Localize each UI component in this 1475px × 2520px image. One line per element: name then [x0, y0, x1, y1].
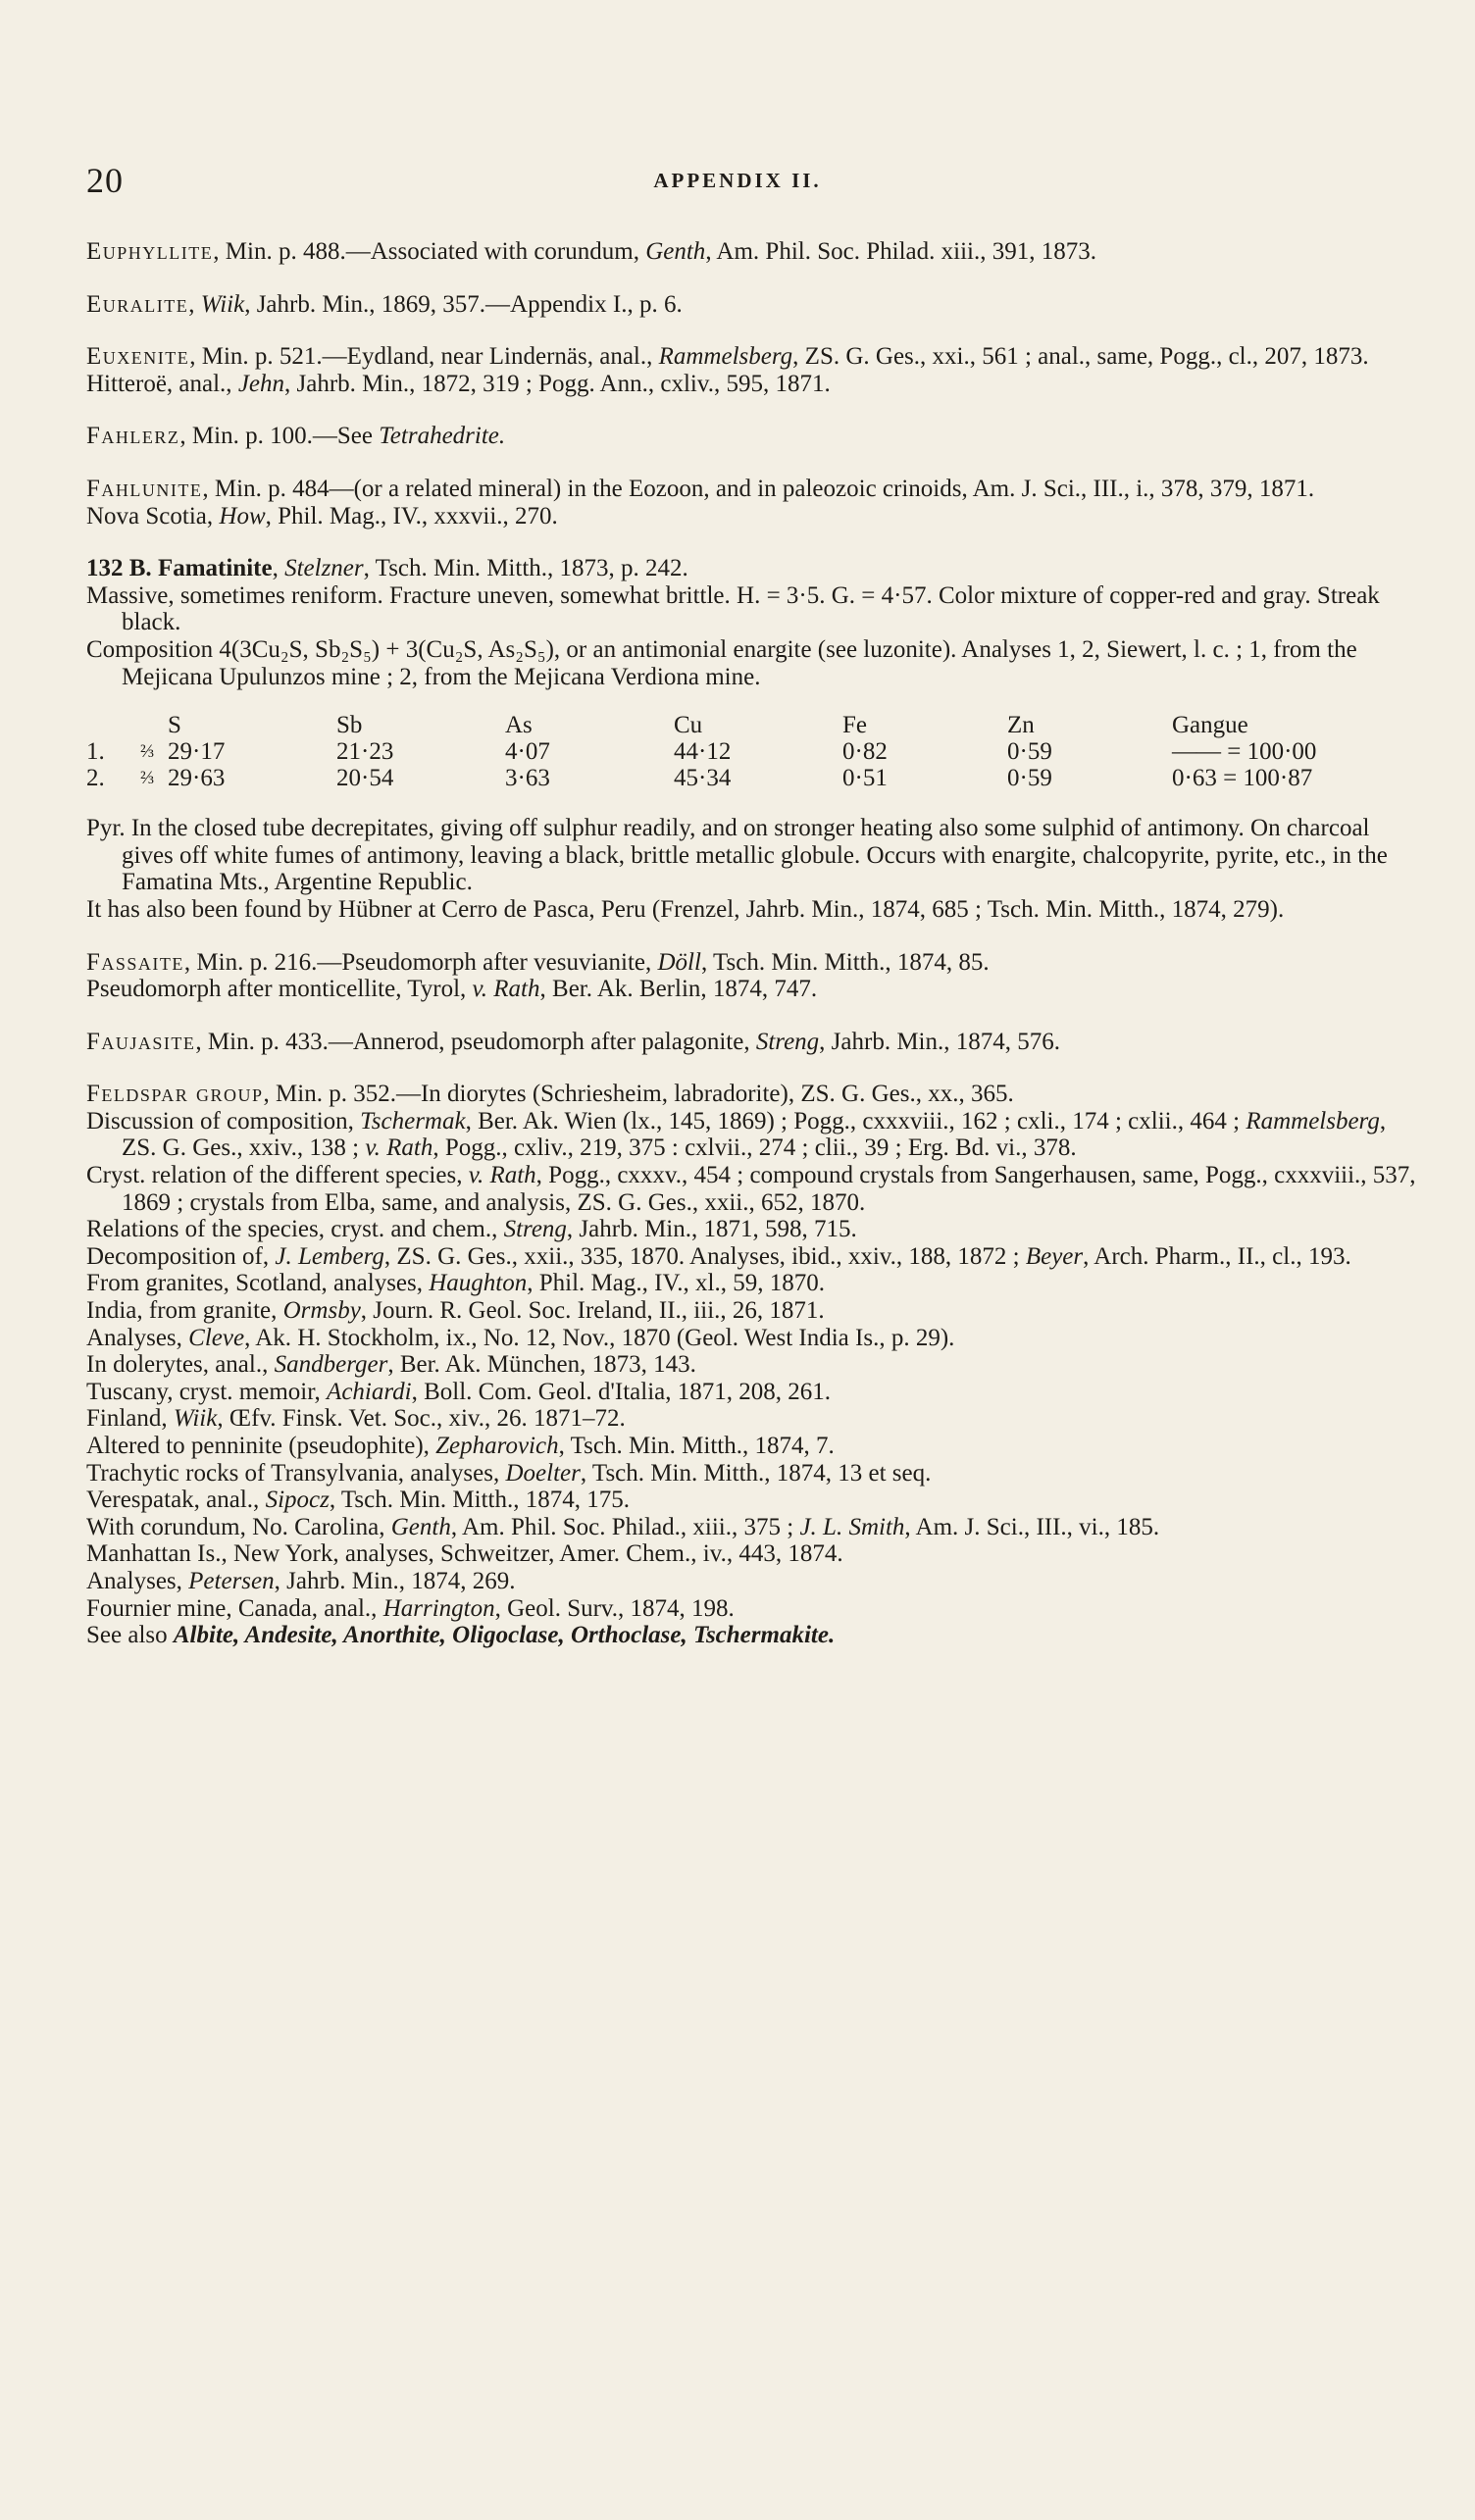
entry-subline: Analyses, Petersen, Jahrb. Min., 1874, 269.: [86, 1567, 516, 1594]
entry-euralite: [86, 291, 1426, 319]
mineral-name: Euphyllite: [86, 238, 214, 265]
description-pyrognostics: Pyr. In the closed tube decrepitates, giving off sulphur readily, and on stronger heating also some sulphid of antimony. On charcoal gives off white fumes of antimony, leaving a black, brittle metallic globule. Occurs with enargite, chalcopyrite, pyrite, etc., in the Famatina Mts., Argentine Republic.: [86, 815, 1388, 896]
author: Döll: [657, 948, 701, 976]
author: Wiik: [173, 1405, 218, 1433]
author: Stelzner: [284, 555, 364, 582]
running-title: APPENDIX II.: [653, 169, 822, 192]
author: Ormsby: [282, 1297, 361, 1325]
description-composition: Composition 4(3Cu₂S, Sb₂S₅) + 3(Cu₂S, As₂S₅), or an antimonial enargite (see luzonite). Analyses 1, 2, Siewert, l. c. ; 1, from the Mejicana Upulunzos mine ; 2, from the Mejicana Verdiona mine.: [86, 635, 1357, 690]
table-cell: 3·63: [505, 765, 550, 792]
description-physical: Massive, sometimes reniform. Fracture uneven, somewhat brittle. H. = 3·5. G. = 4·57. Color mixture of copper-red and gray. Streak black.: [86, 581, 1380, 636]
author: v. Rath: [365, 1134, 433, 1162]
author: Genth: [645, 238, 706, 265]
entry-fahlunite: [86, 476, 1426, 529]
table-cell: 29·17: [168, 738, 226, 766]
mineral-name: Feldspar group: [86, 1081, 264, 1108]
entry-feldspar-group: [86, 1081, 1426, 1648]
row-fraction: ⅔: [140, 768, 155, 789]
entry-fahlerz: [86, 423, 1426, 450]
entry-fassaite: [86, 949, 1426, 1003]
mineral-name: Fahlunite: [86, 475, 203, 502]
table-cell-gangue-total: 0·63 = 100·87: [1172, 765, 1313, 792]
entry-subline: Verespatak, anal., Sipocz, Tsch. Min. Mitth., 1874, 175.: [86, 1487, 630, 1514]
table-cell: 44·12: [674, 738, 732, 766]
table-cell: 0·59: [1007, 738, 1052, 766]
author: v. Rath: [472, 976, 540, 1003]
table-cell: 0·51: [842, 765, 888, 792]
author: Sandberger: [274, 1351, 388, 1379]
entry-subline: Trachytic rocks of Transylvania, analyses, Doelter, Tsch. Min. Mitth., 1874, 13 et seq.: [86, 1459, 932, 1487]
entry-subline: Pseudomorph after monticellite, Tyrol, v. Rath, Ber. Ak. Berlin, 1874, 747.: [86, 976, 818, 1003]
author: J. Lemberg: [275, 1242, 384, 1270]
entry-line: Euphyllite, Min. p. 488.—Associated with corundum, Genth, Am. Phil. Soc. Philad. xiii., 391, 1873.: [86, 238, 1096, 265]
entry-subline: From granites, Scotland, analyses, Haughton, Phil. Mag., IV., xl., 59, 1870.: [86, 1270, 825, 1297]
entry-subline: In dolerytes, anal., Sandberger, Ber. Ak. München, 1873, 143.: [86, 1351, 696, 1379]
analysis-row: [86, 765, 1316, 791]
cross-references: Albite, Andesite, Anorthite, Oligoclase, Orthoclase, Tschermakite.: [173, 1622, 836, 1649]
author: Zepharovich: [435, 1433, 559, 1459]
row-label: 1.: [86, 738, 105, 766]
page-body: [86, 238, 1426, 1675]
table-cell: 0·59: [1007, 765, 1052, 792]
entry-subline: Cryst. relation of the different species, v. Rath, Pogg., cxxxv., 454 ; compound crystals from Sangerhausen, same, Pogg., cxxxviii., 537, 1869 ; crystals from Elba, same, and analysis, ZS. G. Ges., xxii., 652, 1870.: [86, 1162, 1416, 1216]
entry-line: Fahlunite, Min. p. 484—(or a related mineral) in the Eozoon, and in paleozoic crinoids, Am. J. Sci., III., i., 378, 379, 1871.: [86, 475, 1315, 502]
author: Harrington: [382, 1594, 495, 1622]
table-cell: 20·54: [336, 765, 394, 792]
mineral-name: Famatinite: [157, 555, 273, 582]
column-header: Gangue: [1172, 712, 1248, 739]
author: Sipocz: [265, 1487, 330, 1514]
mineral-name: Faujasite: [86, 1028, 196, 1055]
entry-subline: Fournier mine, Canada, anal., Harrington, Geol. Surv., 1874, 198.: [86, 1594, 735, 1622]
analyses-table: [86, 712, 1316, 791]
entry-subline: See also Albite, Andesite, Anorthite, Oligoclase, Orthoclase, Tschermakite.: [86, 1622, 836, 1649]
entry-subline: Finland, Wiik, Œfv. Finsk. Vet. Soc., xiv., 26. 1871–72.: [86, 1405, 626, 1433]
author: Streng: [755, 1028, 820, 1055]
author: Petersen: [188, 1567, 275, 1594]
species-number: 132 B.: [86, 555, 152, 582]
author: Streng: [503, 1216, 567, 1243]
table-cell: 45·34: [674, 765, 732, 792]
mineral-name: Euxenite: [86, 343, 190, 371]
entry-line: Fahlerz, Min. p. 100.—See Tetrahedrite.: [86, 423, 506, 450]
column-header: Zn: [1007, 712, 1035, 739]
entry-subline: Discussion of composition, Tschermak, Ber. Ak. Wien (lx., 145, 1869) ; Pogg., cxxxviii., 162 ; cxli., 174 ; cxlii., 464 ; Rammelsberg, ZS. G. Ges., xxiv., 138 ; v. Rath, Pogg., cxliv., 219, 375 : cxlvii., 274 ; clii., 39 ; Erg. Bd. vi., 378.: [86, 1107, 1387, 1162]
author: How: [219, 502, 266, 529]
entry-famatinite: [86, 555, 1426, 923]
mineral-name: Fassaite: [86, 948, 184, 976]
entry-subline: Hitteroë, anal., Jehn, Jahrb. Min., 1872, 319 ; Pogg. Ann., cxliv., 595, 1871.: [86, 370, 831, 397]
author: Doelter: [505, 1459, 581, 1487]
page-number: 20: [86, 161, 124, 200]
entry-line: Feldspar group, Min. p. 352.—In diorytes (Schriesheim, labradorite), ZS. G. Ges., xx., 365.: [86, 1081, 1014, 1108]
author: Jehn: [237, 370, 285, 397]
column-header: Cu: [674, 712, 703, 739]
entry-subline: Tuscany, cryst. memoir, Achiardi, Boll. Com. Geol. d'Italia, 1871, 208, 261.: [86, 1378, 832, 1405]
row-label: 2.: [86, 765, 105, 792]
analyses-header-row: [86, 712, 1316, 738]
mineral-name: Euralite: [86, 290, 189, 318]
entry-faujasite: [86, 1029, 1426, 1056]
description-occurrence: It has also been found by Hübner at Cerro de Pasca, Peru (Frenzel, Jahrb. Min., 1874, 685 ; Tsch. Min. Mitth., 1874, 279).: [86, 895, 1285, 923]
author: Cleve: [188, 1324, 245, 1351]
table-cell: 29·63: [168, 765, 226, 792]
entry-line: Euxenite, Min. p. 521.—Eydland, near Lindernäs, anal., Rammelsberg, ZS. G. Ges., xxi., 561 ; anal., same, Pogg., cl., 207, 1873.: [86, 343, 1369, 371]
author: Tschermak: [360, 1107, 466, 1134]
author: Genth: [390, 1513, 451, 1540]
entry-subline: Nova Scotia, How, Phil. Mag., IV., xxxvii., 270.: [86, 502, 558, 529]
author: J. L. Smith: [799, 1513, 905, 1540]
row-fraction: ⅔: [140, 741, 155, 763]
column-header: Sb: [336, 712, 363, 739]
entry-line: 132 B. Famatinite, Stelzner, Tsch. Min. Mitth., 1873, p. 242.: [86, 555, 688, 582]
page-header: [0, 160, 1475, 199]
entry-subline: Decomposition of, J. Lemberg, ZS. G. Ges., xxii., 335, 1870. Analyses, ibid., xxiv., 188, 1872 ; Beyer, Arch. Pharm., II., cl., 193.: [86, 1242, 1351, 1270]
entry-subline: With corundum, No. Carolina, Genth, Am. Phil. Soc. Philad., xiii., 375 ; J. L. Smith, Am. J. Sci., III., vi., 185.: [86, 1513, 1160, 1540]
entry-euxenite: [86, 343, 1426, 397]
author: Rammelsberg: [658, 343, 793, 371]
table-cell: 21·23: [336, 738, 394, 766]
entry-line: Euralite, Wiik, Jahrb. Min., 1869, 357.—Appendix I., p. 6.: [86, 290, 683, 318]
analysis-row: [86, 738, 1316, 765]
author: Wiik: [200, 290, 245, 318]
column-header: S: [168, 712, 181, 739]
author: Achiardi: [327, 1378, 412, 1405]
entry-subline: India, from granite, Ormsby, Journ. R. Geol. Soc. Ireland, II., iii., 26, 1871.: [86, 1297, 825, 1325]
entry-line: Faujasite, Min. p. 433.—Annerod, pseudomorph after palagonite, Streng, Jahrb. Min., 1874, 576.: [86, 1028, 1060, 1055]
entry-line: Fassaite, Min. p. 216.—Pseudomorph after vesuvianite, Döll, Tsch. Min. Mitth., 1874, 85.: [86, 948, 990, 976]
entry-subline: Manhattan Is., New York, analyses, Schweitzer, Amer. Chem., iv., 443, 1874.: [86, 1540, 843, 1568]
table-cell: 4·07: [505, 738, 550, 766]
cross-reference: Tetrahedrite.: [379, 423, 506, 450]
column-header: As: [505, 712, 533, 739]
column-header: Fe: [842, 712, 867, 739]
table-cell: 0·82: [842, 738, 888, 766]
entry-subline: Analyses, Cleve, Ak. H. Stockholm, ix., No. 12, Nov., 1870 (Geol. West India Is., p. 29).: [86, 1324, 955, 1351]
author: v. Rath: [468, 1162, 536, 1189]
author: Beyer: [1025, 1242, 1084, 1270]
entry-subline: Altered to penninite (pseudophite), Zepharovich, Tsch. Min. Mitth., 1874, 7.: [86, 1433, 835, 1459]
author: Rammelsberg: [1246, 1107, 1380, 1134]
entry-subline: Relations of the species, cryst. and chem., Streng, Jahrb. Min., 1871, 598, 715.: [86, 1216, 857, 1243]
author: Haughton: [429, 1270, 528, 1297]
table-cell-gangue-total: —— = 100·00: [1172, 738, 1317, 766]
entry-euphyllite: [86, 238, 1426, 266]
mineral-name: Fahlerz: [86, 423, 180, 450]
